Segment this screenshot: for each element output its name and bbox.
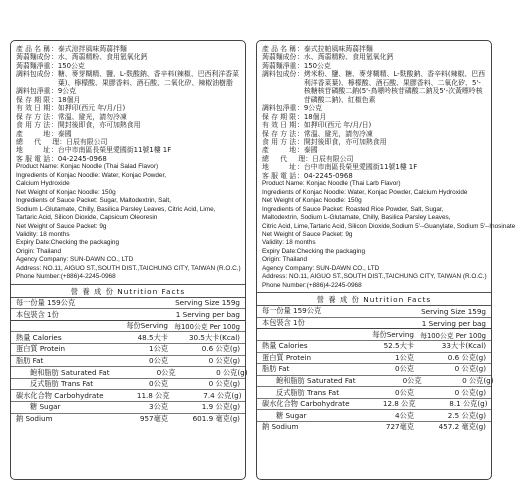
serving-size-cn: 每一份量 159公克 (16, 297, 76, 307)
info-colon: ： (305, 154, 313, 163)
serving-size-row (11, 298, 245, 310)
english-line: Calcium Hydroxide (16, 180, 70, 188)
info-label: 調料包淨重 (262, 104, 297, 113)
nutrient-per-serving: 11.8 公克 (136, 390, 170, 400)
info-row (16, 155, 240, 163)
english-line: Net Weight of Sauce Packet: 9g (16, 222, 107, 230)
nutrition-title: 營 養 成 份 Nutrition Facts (257, 293, 491, 306)
english-line: Agency Company: SUN-DAWN CO., LTD (262, 264, 380, 272)
info-row (262, 172, 486, 180)
info-colon: ： (51, 104, 58, 113)
info-label: 調料包成份 (262, 70, 297, 79)
english-line: Phone Number:(+886)4-2245-0968 (16, 273, 116, 281)
servings-cn: 本包裝含 1份 (262, 318, 305, 328)
info-colon: ： (51, 70, 58, 79)
info-value: 水、蒟蒻精粉、食用氫氧化鈣 (303, 53, 394, 62)
servings-en: 1 Serving per bag (421, 318, 486, 328)
serving-size-cn: 每一份量 159公克 (262, 306, 322, 316)
info-row (16, 146, 240, 154)
col-per-100g: 每100公克 Per 100g (420, 331, 486, 340)
info-colon: ： (51, 112, 58, 121)
info-label: 產 品 名 稱 (262, 45, 297, 53)
english-line: Ingredients of Sauce Packet: Sugar, Maltodextrin, Salt, (16, 197, 171, 205)
english-line: Net Weight of Konjac Noodle: 150g (16, 188, 116, 196)
nutrient-per-serving: 0公克 (149, 379, 168, 389)
info-value: 150公克 (57, 61, 85, 70)
info-label: 有 效 日 期 (262, 121, 297, 130)
english-line: Expiry Date:Checking the packaging (262, 247, 366, 255)
info-value: 如押印(西元 年/月/日) (57, 104, 126, 113)
info-label: 總 代 理 (16, 137, 60, 146)
nutrient-row (11, 379, 245, 391)
info-value: 9公克 (303, 104, 323, 113)
english-line: Maltodextrin, Sodium L-Glutamate, Chilly, Basilica Parsley Leaves, (262, 214, 451, 222)
english-line: Ingredients of Konjac Noodle: Water, Konjac Powder, Calcium Hydroxide (262, 188, 468, 196)
info-value: 泰式拉帕風味蒟蒻拌麵 (303, 45, 373, 53)
nutrient-per-serving: 52.5大卡 (383, 341, 414, 351)
nutrient-per-serving: 4公克 (395, 410, 414, 420)
info-colon: ： (59, 137, 67, 146)
info-colon: ： (51, 45, 58, 53)
nutrient-per-100g: 33大卡(Kcal) (441, 341, 486, 351)
info-label: 保 存 方 法 (262, 129, 297, 138)
nutrient-row (257, 422, 491, 433)
nutrient-row (257, 364, 491, 376)
nutrient-name: 糖 Sugar (276, 410, 307, 420)
info-row (262, 113, 486, 121)
info-colon: ： (297, 137, 304, 146)
english-line: Origin: Thailand (16, 247, 61, 255)
nutrient-per-100g: 0 公克(g) (208, 379, 240, 389)
nutrient-per-100g: 0.6 公克(g) (447, 352, 486, 362)
info-colon: ： (297, 163, 304, 172)
nutrient-per-100g: 0 公克(g) (216, 367, 248, 377)
info-value: 泰國 (303, 146, 318, 155)
info-colon: ： (51, 87, 58, 96)
nutrient-row (257, 376, 494, 388)
info-label: 保 存 期 限 (262, 112, 297, 121)
info-label: 蒟蒻麵成份 (16, 53, 51, 62)
info-label: 客 服 電 話 (16, 154, 51, 163)
nutrient-per-serving: 3公克 (149, 402, 168, 412)
nutrition-column-header (257, 329, 491, 341)
info-colon: ： (51, 146, 58, 155)
info-label: 蒟蒻麵淨重 (262, 61, 297, 70)
info-colon: ： (297, 61, 304, 70)
info-value: 150公克 (303, 61, 331, 70)
serving-size-en: Serving Size 159g (175, 298, 240, 308)
info-colon: ： (51, 121, 58, 130)
info-label: 產 地 (262, 146, 297, 155)
info-value: 糖、麥芽糊精、鹽、L-麩酸鈉、香辛料(辣椒、巴西利洋香菜葉)、檸檬酸、果膠香料、酒石酸、二氧化矽、辣椒油樹脂 (57, 70, 240, 87)
info-value: 04-2245-0968 (57, 154, 107, 163)
info-label: 調料包淨重 (16, 87, 51, 96)
info-colon: ： (297, 53, 304, 62)
info-label: 蒟蒻麵淨重 (16, 61, 51, 70)
nutrient-name: 鈉 Sodium (16, 413, 53, 423)
info-label: 保 存 期 限 (16, 95, 51, 104)
info-row (16, 113, 240, 121)
nutrient-per-100g: 2.5 公克(g) (447, 410, 486, 420)
nutrient-row (257, 399, 491, 411)
nutrient-name: 碳水化合物 Carbohydrate (262, 399, 350, 409)
info-row (16, 130, 240, 138)
col-per-serving: 每份Serving (126, 321, 168, 331)
nutrient-row (11, 344, 245, 356)
info-colon: ： (51, 61, 58, 70)
info-row (262, 130, 486, 138)
info-colon: ： (297, 104, 304, 113)
nutrient-per-100g: 601.9 毫克(g) (192, 413, 240, 423)
english-line: Ingredients of Konjac Noodle: Water, Konjac Powder, (16, 171, 167, 179)
info-row (16, 70, 240, 87)
info-value: 泰國 (57, 129, 72, 138)
info-row (262, 163, 486, 171)
info-label: 客 服 電 話 (262, 171, 297, 180)
info-label: 調料包成份 (16, 70, 51, 79)
info-label: 地 址 (16, 146, 51, 155)
nutrient-per-100g: 0 公克(g) (462, 376, 494, 385)
info-colon: ： (297, 171, 304, 180)
info-value: 開封後即食，亦可加熱食用 (303, 137, 387, 146)
info-colon: ： (51, 95, 58, 104)
nutrient-per-100g: 1.9 公克(g) (201, 402, 240, 412)
nutrient-per-serving: 1公克 (149, 344, 168, 354)
nutrient-name: 熱量 Calories (262, 341, 308, 351)
info-row (262, 121, 486, 129)
nutrient-per-serving: 0公克 (149, 355, 168, 365)
nutrition-facts-table (16, 285, 248, 425)
info-row (16, 121, 240, 129)
nutrient-per-serving: 727毫克 (385, 422, 414, 432)
info-row (262, 104, 486, 112)
english-line: Validity: 18 months (262, 239, 316, 247)
english-line: Validity: 18 months (16, 230, 70, 238)
info-colon: ： (297, 121, 304, 130)
english-line: Expiry Date:Checking the packaging (16, 239, 120, 247)
info-row (262, 53, 486, 61)
english-line: Citric Acid, Lime,Tartaric Acid, Silicon Dioxide,Sodium 5'--Guanylate, Sodium 5'--Inosinate (262, 222, 515, 230)
serving-size-en: Serving Size 159g (421, 306, 486, 316)
nutrient-row (257, 410, 491, 422)
nutrient-name: 碳水化合物 Carbohydrate (16, 390, 104, 400)
nutrient-row (257, 341, 491, 353)
info-value: 18個月 (303, 112, 327, 121)
info-colon: ： (297, 112, 304, 121)
label-panel-thai-larb (256, 40, 515, 480)
nutrient-per-serving: 1公克 (395, 352, 414, 362)
nutrient-per-serving: 957毫克 (139, 413, 168, 423)
nutrient-name: 蛋白質 Protein (16, 344, 66, 354)
nutrient-per-100g: 457.2 毫克(g) (438, 422, 486, 432)
nutrient-row (11, 402, 245, 414)
nutrient-per-100g: 8.1 公克(g) (449, 399, 488, 409)
nutrient-name: 反式脂肪 Trans Fat (30, 379, 94, 389)
nutrient-row (11, 367, 248, 379)
info-value: 台中市南區長榮里愛國街11號1樓 1F (57, 146, 172, 155)
nutrient-per-100g: 0 公克(g) (454, 364, 486, 374)
english-info-block (16, 163, 240, 281)
serving-size-row (257, 306, 491, 318)
english-line: Tartaric Acid, Silicon Dioxide, Capsicum Oleoresin (16, 214, 158, 222)
nutrient-per-100g: 7.4 公克(g) (203, 390, 242, 400)
info-value: 常溫、避光，請勿冷凍 (303, 129, 373, 138)
info-label: 食 用 方 法 (16, 121, 51, 130)
servings-cn: 本包裝含 1份 (16, 309, 59, 319)
nutrient-per-serving: 0公克 (156, 367, 176, 377)
info-colon: ： (51, 129, 58, 138)
english-line: Agency Company: SUN-DAWN CO., LTD (16, 256, 134, 264)
nutrient-name: 熱量 Calories (16, 332, 62, 342)
nutrient-name: 糖 Sugar (30, 402, 61, 412)
info-label: 地 址 (262, 163, 297, 172)
nutrient-row (11, 414, 245, 425)
nutrient-row (11, 356, 245, 368)
servings-per-bag-row (11, 309, 245, 321)
info-label: 蒟蒻麵成份 (262, 53, 297, 62)
info-value: 常溫、避光，請勿冷凍 (57, 112, 127, 121)
english-line: Net Weight of Konjac Noodle: 150g (262, 197, 362, 205)
nutrient-name: 飽和脂肪 Saturated Fat (30, 367, 110, 377)
nutrient-name: 蛋白質 Protein (262, 352, 312, 362)
info-value: 開封後即食，亦可加熱食用 (57, 121, 141, 130)
info-row (262, 146, 486, 154)
info-row (16, 87, 240, 95)
info-value: 水、蒟蒻精粉、食用氫氧化鈣 (57, 53, 148, 62)
english-line: Sodium L-Glutamate, Chilly, Basilica Parsley Leaves, Citric Acid, Lime, (16, 205, 216, 213)
info-row (16, 53, 240, 61)
info-label: 產 地 (16, 129, 51, 138)
info-label: 有 效 日 期 (16, 104, 51, 113)
nutrient-row (11, 390, 245, 402)
info-row (262, 70, 486, 104)
info-value: 日辰有限公司 (66, 137, 108, 146)
label-panel-thai-salad (10, 40, 246, 480)
info-colon: ： (297, 70, 304, 79)
info-colon: ： (297, 45, 304, 53)
nutrient-per-100g: 0.6 公克(g) (201, 344, 240, 354)
col-per-serving: 每份Serving (372, 329, 414, 339)
english-line: Net Weight of Sauce Packet: 9g (262, 230, 353, 238)
nutrient-per-serving: 0公克 (395, 364, 414, 374)
nutrient-row (257, 387, 491, 399)
servings-en: 1 Serving per bag (175, 310, 240, 320)
info-value: 台中市南區長榮里愛國街11號1樓 1F (303, 163, 418, 172)
nutrient-per-serving: 12.8 公克 (382, 399, 416, 409)
info-label: 保 存 方 法 (16, 112, 51, 121)
info-colon: ： (51, 53, 58, 62)
nutrient-name: 脂肪 Fat (16, 355, 44, 365)
nutrition-title: 營 養 成 份 Nutrition Facts (11, 285, 245, 298)
english-line: Address: NO.11, AIGUO ST.,SOUTH DIST.,TAICHUNG CITY, TAIWAN (R.O.C.) (262, 273, 487, 281)
info-colon: ： (297, 146, 304, 155)
servings-per-bag-row (257, 318, 491, 330)
english-line: Origin: Thailand (262, 256, 307, 264)
info-colon: ： (51, 154, 58, 163)
nutrient-per-100g: 0 公克(g) (208, 355, 240, 365)
nutrient-per-100g: 0 公克(g) (454, 387, 486, 397)
nutrient-name: 反式脂肪 Trans Fat (276, 387, 340, 397)
info-value: 18個月 (57, 95, 81, 104)
info-colon: ： (297, 129, 304, 138)
chinese-info-block (262, 45, 486, 180)
nutrition-facts-table (262, 293, 494, 433)
nutrient-per-serving: 48.5大卡 (137, 332, 168, 342)
nutrient-name: 脂肪 Fat (262, 364, 290, 374)
info-row (16, 104, 240, 112)
col-per-100g: 每100公克 Per 100g (174, 323, 240, 332)
nutrient-per-serving: 0公克 (395, 387, 414, 397)
info-value: 9公克 (57, 87, 77, 96)
english-line: Ingredients of Sauce Packet: Roasted Rice Powder, Salt, Sugar, (262, 205, 444, 213)
nutrient-per-100g: 30.5大卡(Kcal) (188, 332, 240, 342)
info-label: 產 品 名 稱 (16, 45, 51, 53)
nutrient-row (11, 332, 245, 344)
info-row (16, 96, 240, 104)
info-value: 烤米粉、鹽、糖、麥芽糊精、L-麩酸鈉、香辛料(辣椒、巴西利洋香菜葉)、檸檬酸、酒石酸、果膠香料、二氧化矽、5'-核糖核苷磷酸二鈉(5'-鳥嘌呤核苷磷酸二鈉及5'-次黃嘌呤核苷磷酸二鈉)、紅椒色素 (303, 70, 486, 104)
nutrition-column-header (11, 321, 245, 333)
nutrient-row (257, 353, 491, 365)
info-label: 總 代 理 (262, 154, 306, 163)
info-label: 食 用 方 法 (262, 137, 297, 146)
english-line: Address: NO.11, AIGUO ST.,SOUTH DIST.,TAICHUNG CITY, TAIWAN (R.O.C.) (16, 264, 241, 272)
chinese-info-block (16, 45, 240, 163)
info-value: 04-2245-0968 (303, 171, 353, 180)
english-line: Phone Number:(+886)4-2245-0968 (262, 281, 362, 289)
info-value: 泰式涼拌風味蒟蒻拌麵 (57, 45, 127, 53)
info-value: 如押印(西元 年/月/日) (303, 121, 372, 130)
info-value: 日辰有限公司 (312, 154, 354, 163)
nutrient-name: 鈉 Sodium (262, 422, 299, 432)
english-info-block (262, 180, 515, 290)
english-line: Product Name: Konjac Noodle (Thai Salad Flavor) (16, 163, 159, 171)
nutrient-name: 飽和脂肪 Saturated Fat (276, 376, 356, 385)
nutrient-per-serving: 0公克 (402, 376, 422, 385)
english-line: Product Name: Konjac Noodle (Thai Larb Flavor) (262, 180, 401, 188)
